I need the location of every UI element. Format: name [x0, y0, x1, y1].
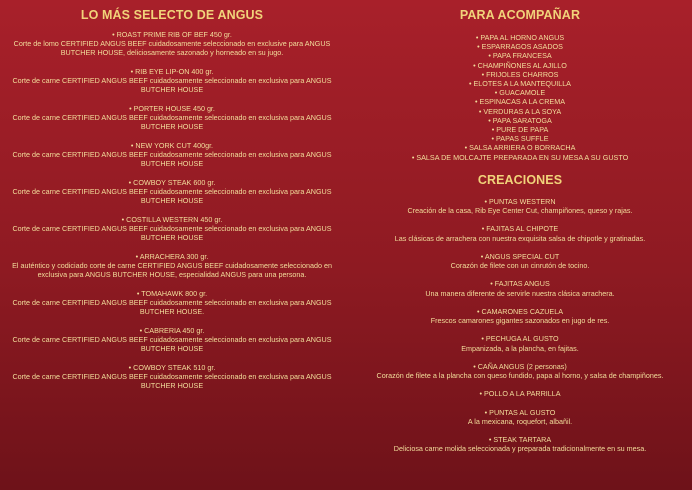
acompanar-column [352, 0, 688, 463]
side-item: • VERDURAS A LA SOYA [478, 106, 562, 116]
menu-item-title: • ANGUS SPECIAL CUT [480, 251, 560, 261]
menu-item [352, 224, 688, 242]
side-item: • ESPARRAGOS ASADOS [477, 42, 563, 52]
side-item: • PAPA SARATOGA [488, 115, 552, 125]
menu-item-description: Corazón de filete con un cinrutón de tocino. [450, 261, 590, 271]
menu-item-description: Corte de carne CERTIFIED ANGUS BEEF cuidadosamente seleccionado en exclusiva para ANGUS BUTCHER HOUSE [12, 372, 332, 391]
menu-item [352, 408, 688, 426]
menu-item [4, 252, 340, 280]
menu-item-title: • TOMAHAWK 800 gr. [136, 289, 208, 298]
menu-item-title: • PUNTAS WESTERN [484, 196, 556, 206]
side-item: • ESPINACAS A LA CREMA [475, 97, 565, 107]
acompanar-list [352, 33, 688, 162]
side-item: • FRIJOLES CHARROS [481, 69, 559, 79]
menu-item-title: • PUNTAS AL GUSTO [484, 407, 556, 417]
menu-item [4, 67, 340, 95]
menu-item-title: • ROAST PRIME RIB OF BEF 450 gr. [112, 30, 232, 39]
menu-item [4, 178, 340, 206]
menu-item-description: Una manera diferente de servirle nuestra clásica arrachera. [425, 288, 615, 298]
menu-item [4, 326, 340, 354]
menu-item [352, 389, 688, 398]
side-item: • PAPA FRANCESA [488, 51, 552, 61]
selecto-list [4, 30, 340, 391]
side-item: • GUACAMOLE [494, 88, 546, 98]
side-item: • ELOTES A LA MANTEQUILLA [469, 79, 571, 89]
menu-item [352, 252, 688, 270]
acompanar-heading: PARA ACOMPAÑAR [459, 8, 581, 22]
menu-item-title: • ARRACHERA 300 gr. [135, 252, 209, 261]
menu-item-description: Corte de carne CERTIFIED ANGUS BEEF cuidadosamente seleccionado en exclusiva para ANGUS BUTCHER HOUSE [12, 187, 332, 206]
menu-item-title: • CAMARONES CAZUELA [477, 306, 563, 316]
menu-item [4, 104, 340, 132]
menu-item-title: • COWBOY STEAK 600 gr. [128, 178, 216, 187]
menu-item-description: Corte de carne CERTIFIED ANGUS BEEF cuidadosamente seleccionado en exclusiva para ANGUS BUTCHER HOUSE [12, 113, 332, 132]
menu-item-description: Corte de carne CERTIFIED ANGUS BEEF cuidadosamente seleccionado en exclusiva para ANGUS BUTCHER HOUSE. [12, 298, 332, 317]
menu-item [4, 363, 340, 391]
menu-item-description: Corte de carne CERTIFIED ANGUS BEEF cuidadosamente seleccionado en exclusiva para ANGUS BUTCHER HOUSE [12, 335, 332, 354]
menu-item-description: Corte de carne CERTIFIED ANGUS BEEF cuidadosamente seleccionado en exclusiva para ANGUS BUTCHER HOUSE [12, 76, 332, 95]
selecto-heading: LO MÁS SELECTO DE ANGUS [80, 8, 264, 22]
menu-item-title: • COWBOY STEAK 510 gr. [128, 363, 216, 372]
side-item: • SALSA DE MOLCAJTE PREPARADA EN SU MESA A SU GUSTO [411, 152, 629, 162]
menu-item-title: • FAJITAS AL CHIPOTE [481, 224, 559, 234]
menu-item-description: Las clásicas de arrachera con nuestra exquisita salsa de chipotle y gratinadas. [394, 233, 646, 243]
menu-item-title: • CAÑA ANGUS (2 personas) [473, 361, 567, 371]
menu-item [352, 307, 688, 325]
side-item: • PAPAS SUFFLE [491, 134, 549, 144]
menu-item-description: A la mexicana, roquefort, albañil. [467, 416, 573, 426]
menu-item [4, 30, 340, 58]
creaciones-heading: CREACIONES [477, 172, 563, 187]
menu-item [352, 279, 688, 297]
menu-item [352, 435, 688, 453]
menu-item-description: Corte de lomo CERTIFIED ANGUS BEEF cuidadosamente seleccionado en exclusive para ANGUS BUTCHER HOUSE, deliciosamente sazonado y horneado en su jugo. [13, 39, 331, 58]
menu-item [4, 215, 340, 243]
side-item: • PAPA AL HORNO ANGUS [475, 33, 565, 42]
menu-item [352, 334, 688, 352]
side-item: • PURE DE PAPA [491, 125, 549, 135]
menu-item-title: • COSTILLA WESTERN 450 gr. [121, 215, 223, 224]
menu-item-description: Corte de carne CERTIFIED ANGUS BEEF cuidadosamente seleccionado en exclusiva para ANGUS BUTCHER HOUSE [12, 224, 332, 243]
menu-item-title: • CABRERIA 450 gr. [139, 326, 205, 335]
creaciones-list [352, 197, 688, 454]
selecto-column [4, 0, 340, 400]
menu-item-title: • POLLO A LA PARRILLA [479, 389, 561, 399]
side-item: • CHAMPIÑONES AL AJILLO [473, 60, 567, 70]
menu-item-title: • FAJITAS ANGUS [490, 279, 550, 289]
menu-item-title: • PORTER HOUSE 450 gr. [129, 104, 215, 113]
menu-item [352, 197, 688, 215]
menu-item-description: El auténtico y codiciado corte de carne CERTIFIED ANGUS BEEF cuidadosamente seleccionado en exclusiva para ANGUS BUTCHER HOUSE, especialidad ANGUS para una persona. [12, 261, 332, 280]
menu-item-description: Frescos camarones gigantes sazonados en jugo de res. [430, 316, 610, 326]
side-item: • SALSA ARRIERA O BORRACHA [464, 143, 576, 153]
menu-item-title: • STEAK TARTARA [488, 435, 552, 445]
menu-item-description: Creación de la casa, Rib Eye Center Cut, champiñones, queso y rajas. [407, 206, 633, 216]
menu-item-title: • RIB EYE LIP-ON 400 gr. [130, 67, 214, 76]
menu-item-title: • PECHUGA AL GUSTO [481, 334, 559, 344]
menu-item-title: • NEW YORK CUT 400gr. [130, 141, 214, 150]
menu-item [4, 141, 340, 169]
menu-item-description: Deliciosa carne molida seleccionada y preparada tradicionalmente en su mesa. [393, 444, 647, 454]
menu-item [352, 362, 688, 380]
menu-item [4, 289, 340, 317]
menu-item-description: Corazón de filete a la plancha con queso fundido, papa al horno, y salsa de champiñones. [376, 371, 664, 381]
menu-item-description: Empanizada, a la plancha, en fajitas. [461, 343, 579, 353]
menu-item-description: Corte de carne CERTIFIED ANGUS BEEF cuidadosamente seleccionado en exclusiva para ANGUS BUTCHER HOUSE [12, 150, 332, 169]
